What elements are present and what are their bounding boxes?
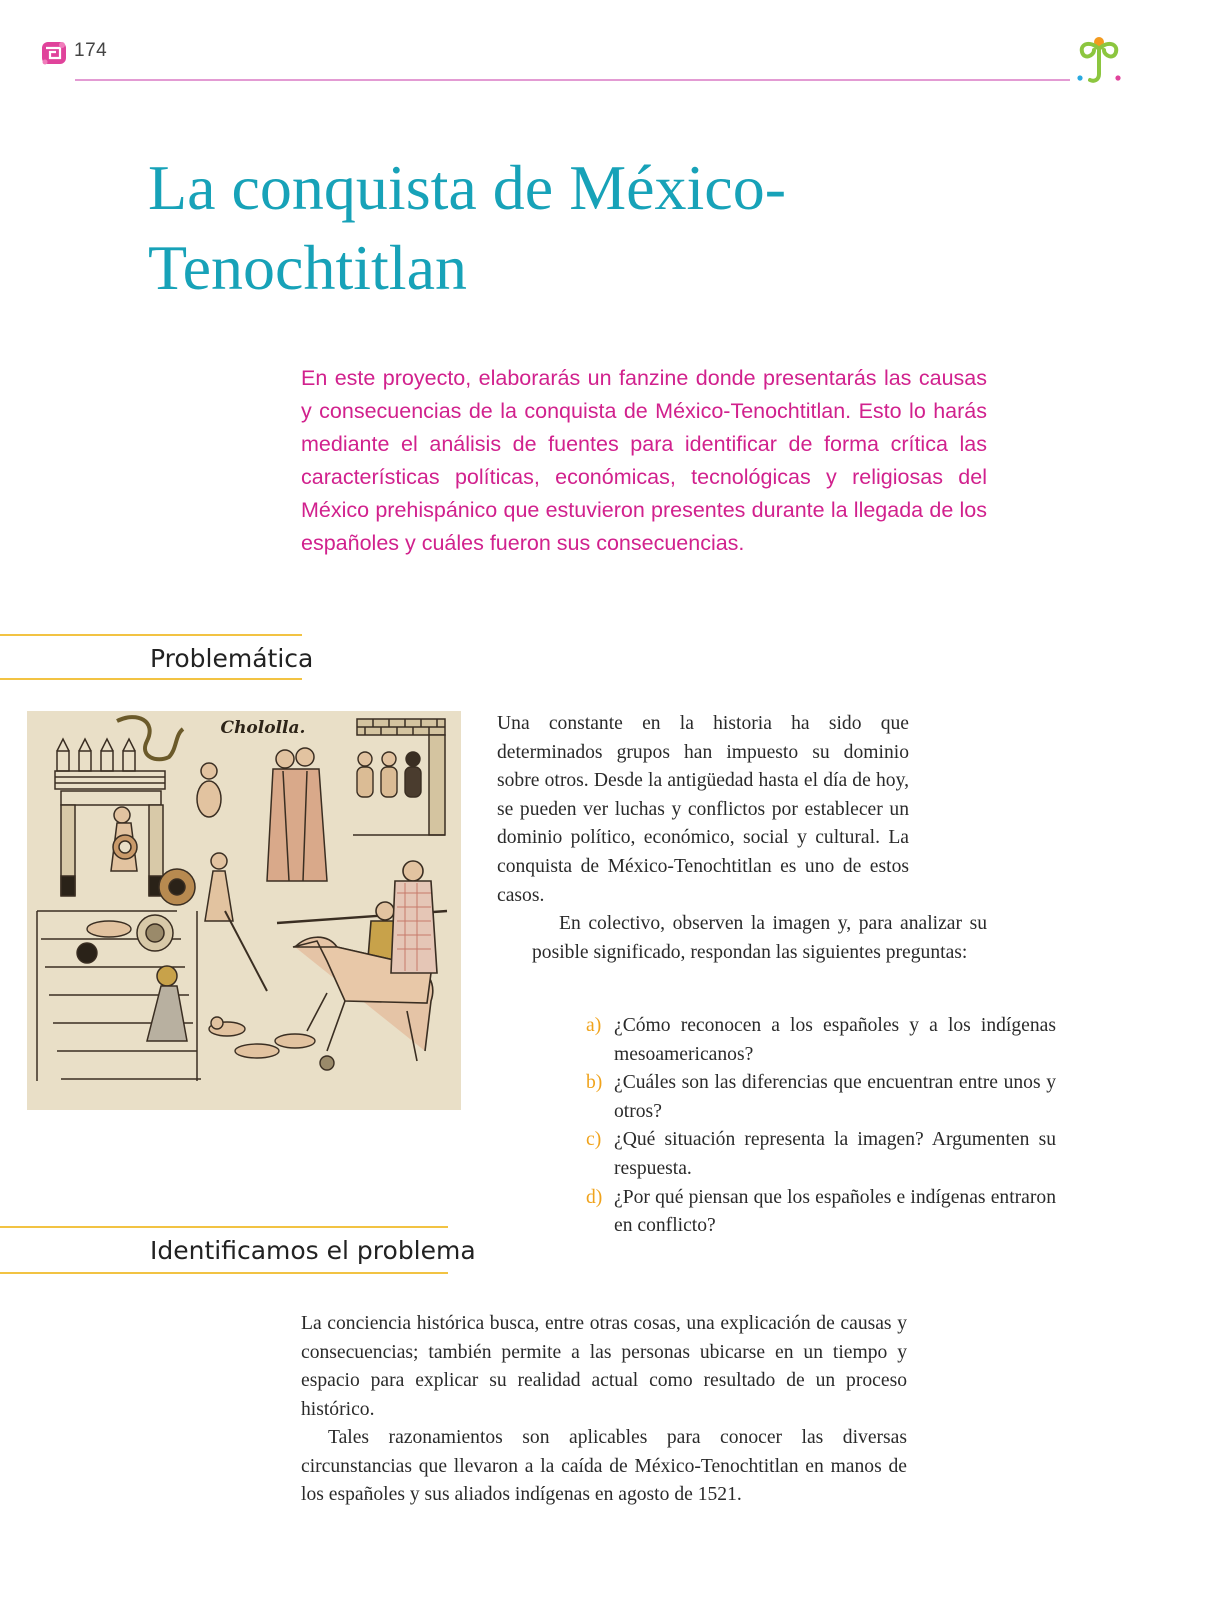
logo-icon <box>1072 34 1126 86</box>
question-item <box>586 1126 1056 1183</box>
instructions-paragraph: En colectivo, observen la imagen y, para analizar su posible significado, respondan las siguientes preguntas: <box>532 913 987 963</box>
section-heading-problematica: Problemática <box>150 644 314 673</box>
section-rule-bottom <box>0 678 302 680</box>
question-item <box>586 1012 1056 1069</box>
question-text: ¿Por qué piensan que los españoles e indígenas entraron en conflicto? <box>614 1186 1056 1237</box>
section-heading-identificamos: Identificamos el problema <box>150 1236 476 1265</box>
section-rule-top <box>0 1226 448 1228</box>
question-label: c) <box>586 1129 602 1151</box>
question-label: a) <box>586 1015 602 1036</box>
header-divider <box>75 79 1070 81</box>
identificamos-paragraph-2: Tales razonamientos son aplicables para conocer las diversas circunstancias que llevaron a la caída de México-Tenochtitlan en manos de los españoles y sus aliados indígenas en agosto de 1521. <box>301 1427 907 1506</box>
page-title: La conquista de México-Tenochtitlan <box>148 152 786 303</box>
glyph-icon <box>40 38 68 68</box>
question-label: d) <box>586 1186 603 1208</box>
page-number: 174 <box>74 40 108 61</box>
question-text: ¿Cómo reconocen a los españoles y a los indígenas mesoamericanos? <box>614 1015 1056 1065</box>
section-rule-bottom <box>0 1272 448 1274</box>
question-item <box>586 1069 1056 1126</box>
question-text: ¿Cuáles son las diferencias que encuentran entre unos y otros? <box>614 1072 1056 1122</box>
question-item <box>586 1184 1056 1241</box>
problematica-paragraph: Una constante en la historia ha sido que determinados grupos han impuesto su dominio sobre otros. Desde la antigüedad hasta el día de hoy, se pueden ver luchas y conflictos por establecer un dominio político, económico, social y cultural. La conquista de México-Tenochtitlan es uno de estos casos. <box>497 713 909 906</box>
identificamos-paragraph-1: La conciencia histórica busca, entre otras cosas, una explicación de causas y consecuencias; también permite a las personas ubicarse en un tiempo y espacio para explicar su realidad actual como resultado de un proceso histórico. <box>301 1313 907 1420</box>
codex-illustration <box>27 711 461 1110</box>
section-rule-top <box>0 634 302 636</box>
illustration-caption: Chololla. <box>220 718 306 738</box>
intro-paragraph: En este proyecto, elaborarás un fanzine donde presentarás las causas y consecuencias de la conquista de México-Tenochtitlan. Esto lo harás mediante el análisis de fuentes para identificar de forma crítica las características políticas, económicas, tecnológicas y religiosas del México prehispánico que estuvieron presentes durante la llegada de los españoles y cuáles fueron sus consecuencias. <box>301 366 987 555</box>
question-label: b) <box>586 1072 603 1094</box>
question-list <box>586 1012 1056 1241</box>
question-text: ¿Qué situación representa la imagen? Argumenten su respuesta. <box>614 1129 1056 1179</box>
